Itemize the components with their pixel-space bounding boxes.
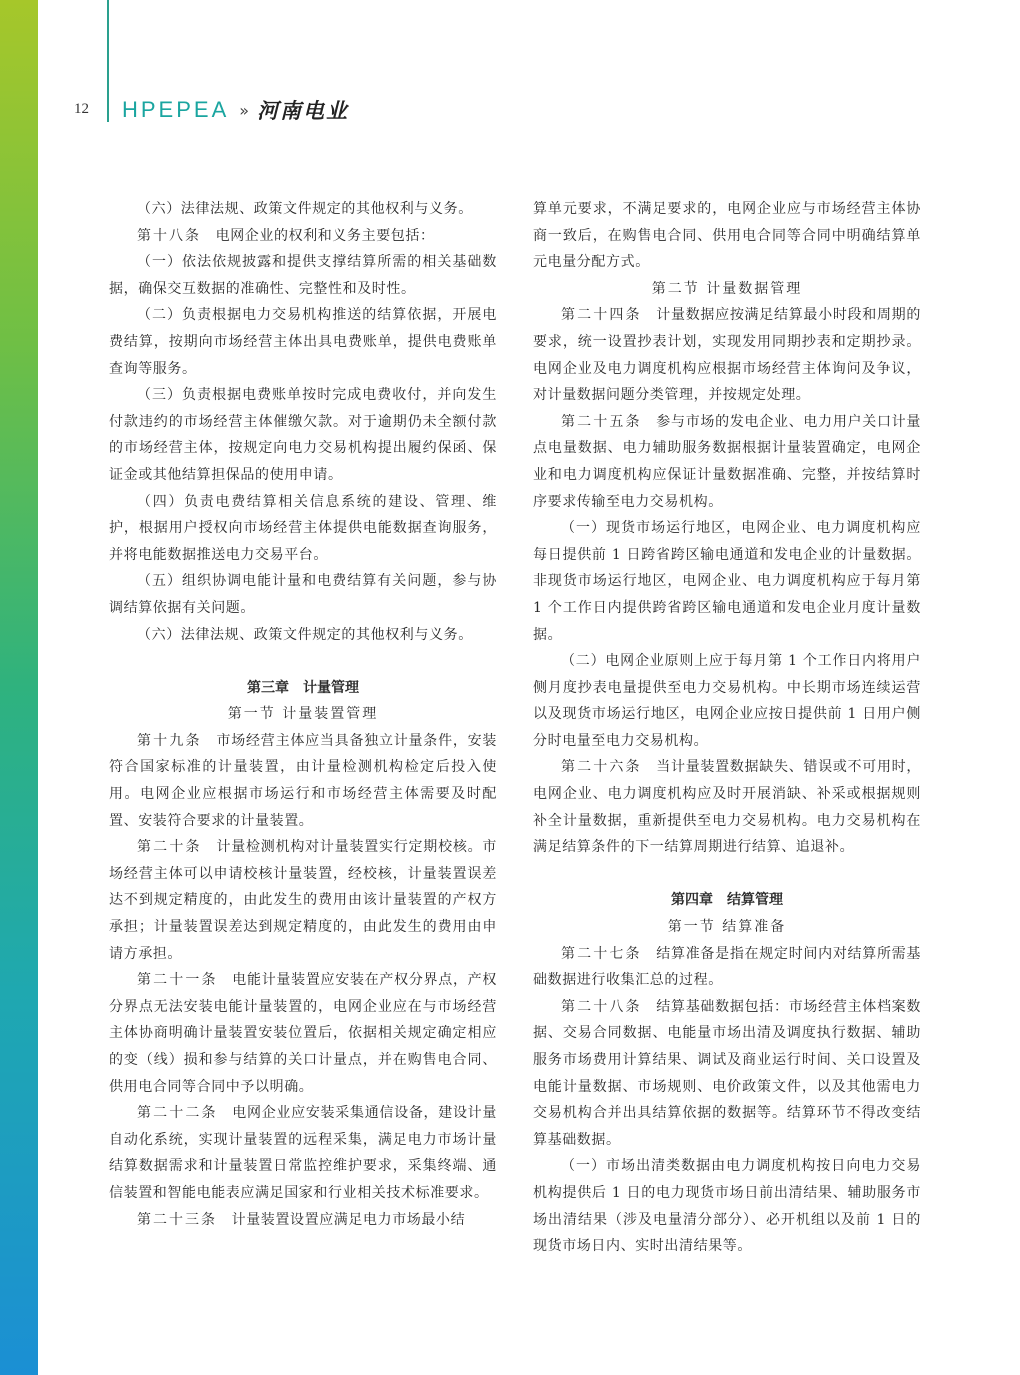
paragraph: （一）现货市场运行地区，电网企业、电力调度机构应每日提供前 1 日跨省跨区输电通道和发电企业的计量数据。非现货市场运行地区，电网企业、电力调度机构应于每月第 1 个工作日内提供跨省跨区输电通道和发电企业月度计量数据。 xyxy=(533,520,921,643)
article-label: 第二十二条 xyxy=(137,1105,218,1122)
article-text: 结算准备是指在规定时间内对结算所需基础数据进行收集汇总的过程。 xyxy=(533,945,921,989)
paragraph: （一）依法依规披露和提供支撑结算所需的相关基础数据，确保交互数据的准确性、完整性和及时性。 xyxy=(109,254,497,297)
header-divider xyxy=(107,0,109,122)
article-19 xyxy=(109,728,497,834)
article-text: 市场经营主体应当具备独立计量条件，安装符合国家标准的计量装置，由计量检测机构检定后投入使用。电网企业应根据市场运行和市场经营主体需要及时配置、安装符合要求的计量装置。 xyxy=(109,732,498,829)
section-heading: 第一节 计量装置管理 xyxy=(227,706,379,723)
article-23 xyxy=(109,1207,497,1234)
article-text: 电网企业应安装采集通信设备，建设计量自动化系统，实现计量装置的远程采集，满足电力市场计量结算数据需求和计量装置日常监控维护要求，采集终端、通信装置和智能电能表应满足国家和行业相关技术标准要求。 xyxy=(109,1105,497,1201)
article-24 xyxy=(533,302,921,408)
section-heading: 第一节 结算准备 xyxy=(667,919,787,936)
article-18 xyxy=(109,223,497,250)
article-label: 第二十六条 xyxy=(561,759,642,776)
paragraph: （六）法律法规、政策文件规定的其他权利与义务。 xyxy=(137,201,473,217)
article-label: 第十八条 xyxy=(137,227,201,244)
paragraph: 算单元要求，不满足要求的，电网企业应与市场经营主体协商一致后，在购售电合同、供用电合同等合同中明确结算单元电量分配方式。 xyxy=(533,201,921,271)
article-22 xyxy=(109,1100,497,1206)
paragraph: （二）负责根据电力交易机构推送的结算依据，开展电费结算，按期向市场经营主体出具电费账单，提供电费账单查询等服务。 xyxy=(109,307,497,377)
page-number: 12 xyxy=(74,101,89,117)
left-column xyxy=(109,196,497,1233)
article-26 xyxy=(533,754,921,860)
logo-separator: » xyxy=(239,100,250,120)
article-20 xyxy=(109,834,497,967)
article-text: 参与市场的发电企业、电力用户关口计量点电量数据、电力辅助服务数据根据计量装置确定，电网企业和电力调度机构应保证计量数据准确、完整，并按结算时序要求传输至电力交易机构。 xyxy=(533,413,921,510)
side-gradient-bar xyxy=(0,0,38,1375)
article-text: 电能计量装置应安装在产权分界点，产权分界点无法安装电能计量装置的，电网企业应在与市场经营主体协商明确计量装置安装位置后，依据相关规定确定相应的变（线）损和参与结算的关口计量点，并在购售电合同、供用电合同等合同中予以明确。 xyxy=(109,972,497,1095)
article-21 xyxy=(109,967,497,1100)
article-text: 计量装置设置应满足电力市场最小结 xyxy=(231,1211,466,1228)
article-label: 第二十一条 xyxy=(137,972,218,989)
section-heading: 第二节 计量数据管理 xyxy=(651,280,803,297)
article-label: 第十九条 xyxy=(137,732,202,749)
logo-latin-text: HPEPEA xyxy=(122,97,230,122)
article-label: 第二十三条 xyxy=(137,1211,217,1228)
article-label: 第二十条 xyxy=(137,839,202,856)
article-28 xyxy=(533,994,921,1154)
article-label: 第二十四条 xyxy=(561,307,642,324)
paragraph: （五）组织协调电能计量和电费结算有关问题，参与协调结算依据有关问题。 xyxy=(109,573,497,616)
article-27 xyxy=(533,941,921,994)
paragraph: （四）负责电费结算相关信息系统的建设、管理、维护，根据用户授权向市场经营主体提供电能数据查询服务，并将电能数据推送电力交易平台。 xyxy=(109,493,497,563)
article-text: 电网企业的权利和义务主要包括： xyxy=(215,227,435,244)
paragraph: （二）电网企业原则上应于每月第 1 个工作日内将用户侧月度抄表电量提供至电力交易机构。中长期市场连续运营以及现货市场运行地区，电网企业应按日提供前 1 日用户侧分时电量至电力交易机构。 xyxy=(533,653,921,749)
chapter-heading: 第三章 计量管理 xyxy=(247,679,359,696)
logo-chinese-text: 河南电业 xyxy=(257,99,350,123)
article-25 xyxy=(533,409,921,515)
article-text: 当计量装置数据缺失、错误或不可用时，电网企业、电力调度机构应及时开展消缺、补采或根据规则补全计量数据，重新提供至电力交易机构。电力交易机构在满足结算条件的下一结算周期进行结算、追退补。 xyxy=(533,759,921,856)
article-label: 第二十五条 xyxy=(561,413,642,430)
article-text: 计量检测机构对计量装置实行定期校核。市场经营主体可以申请校核计量装置，经校核，计量装置误差达不到规定精度的，由此发生的费用由该计量装置的产权方承担；计量装置误差达到规定精度的，由此发生的费用由申请方承担。 xyxy=(109,839,498,962)
right-column xyxy=(533,196,921,1260)
article-text: 结算基础数据包括：市场经营主体档案数据、交易合同数据、电能量市场出清及调度执行数据、辅助服务市场费用计算结果、调试及商业运行时间、关口设置及电能计量数据、市场规则、电价政策文件，以及其他需电力交易机构合并出具结算依据的数据等。结算环节不得改变结算基础数据。 xyxy=(533,998,921,1148)
chapter-heading: 第四章 结算管理 xyxy=(671,892,783,909)
article-label: 第二十八条 xyxy=(561,998,642,1015)
magazine-logo xyxy=(122,95,349,125)
article-label: 第二十七条 xyxy=(561,945,642,962)
paragraph: （六）法律法规、政策文件规定的其他权利与义务。 xyxy=(137,626,473,643)
article-text: 计量数据应按满足结算最小时段和周期的要求，统一设置抄表计划，实现发用同期抄表和定期抄录。电网企业及电力调度机构应根据市场经营主体询问及争议，对计量数据问题分类管理，并按规定处理。 xyxy=(533,307,921,404)
paragraph: （一）市场出清类数据由电力调度机构按日向电力交易机构提供后 1 日的电力现货市场日前出清结果、辅助服务市场出清结果（涉及电量清分部分）、必开机组以及前 1 日的现货市场日内、实时出清结果等。 xyxy=(533,1158,921,1255)
paragraph: （三）负责根据电费账单按时完成电费收付，并向发生付款违约的市场经营主体催缴欠款。对于逾期仍未全额付款的市场经营主体，按规定向电力交易机构提出履约保函、保证金或其他结算担保品的使用申请。 xyxy=(109,387,497,483)
